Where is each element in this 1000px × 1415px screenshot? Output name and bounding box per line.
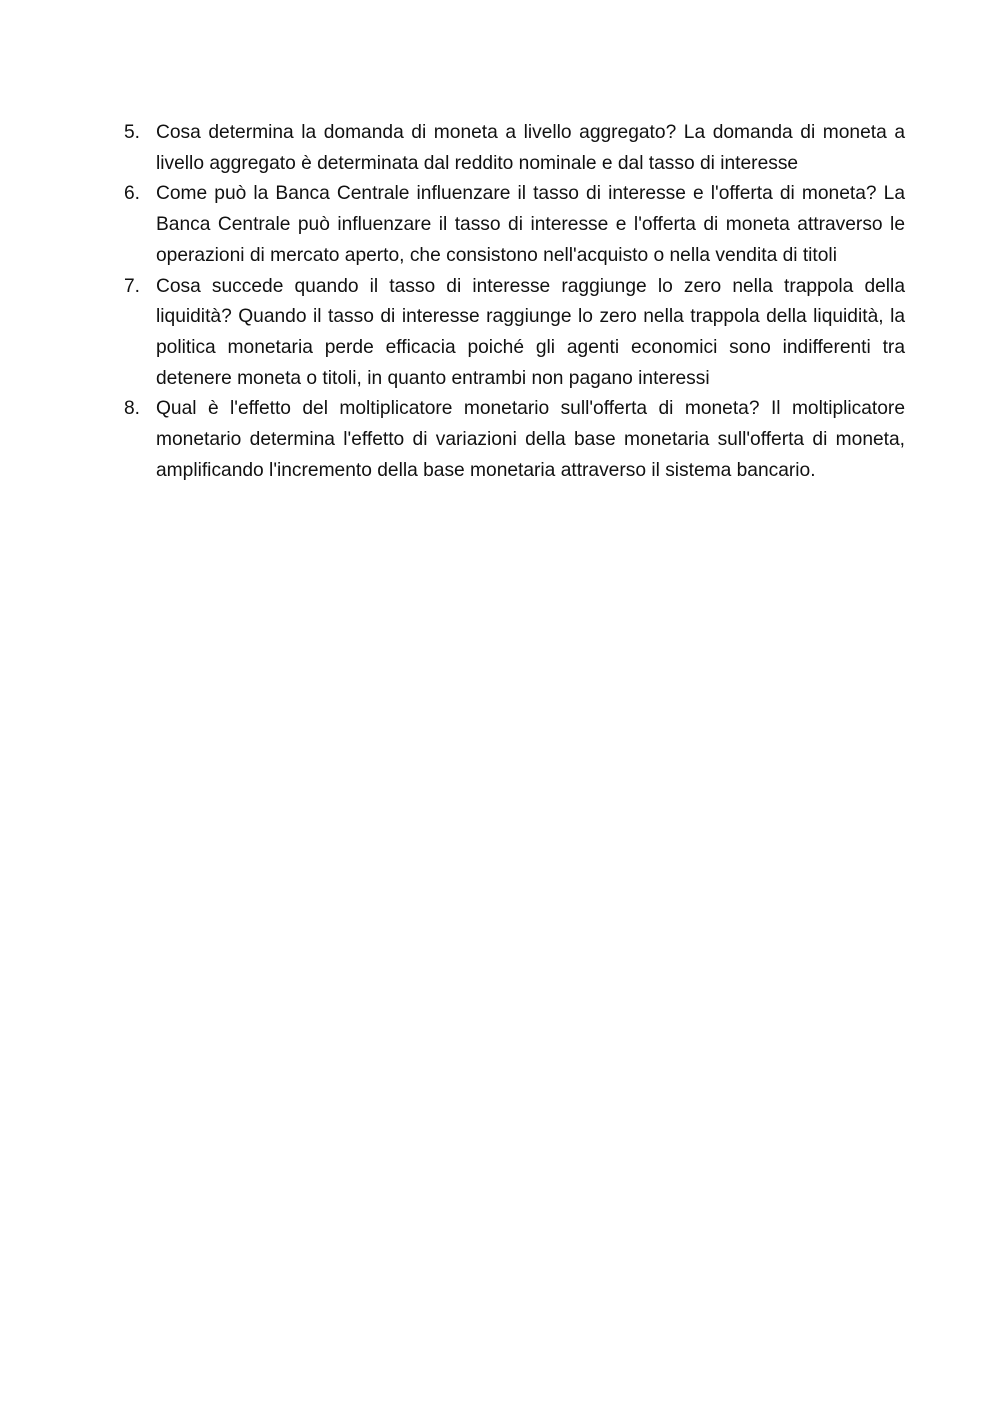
question-answer-list xyxy=(124,118,905,486)
item-text: Come può la Banca Centrale influenzare il tasso di interesse e l'offerta di moneta? La Banca Centrale può influenzare il tasso di interesse e l'offerta di moneta attraverso le operazioni di mercato aperto, che consistono nell'acquisto o nella vendita di titoli xyxy=(156,183,905,266)
item-text: Qual è l'effetto del moltiplicatore monetario sull'offerta di moneta? Il moltiplicatore monetario determina l'effetto di variazioni della base monetaria sull'offerta di moneta, amplificando l'incremento della base monetaria attraverso il sistema bancario. xyxy=(156,398,905,481)
list-item-5 xyxy=(124,118,905,179)
item-number: 8. xyxy=(124,398,141,420)
list-item-6 xyxy=(124,179,905,271)
item-number: 7. xyxy=(124,275,141,297)
item-number: 5. xyxy=(124,122,141,143)
item-number: 6. xyxy=(124,183,141,205)
list-item-8 xyxy=(124,394,905,486)
item-text: Cosa determina la domanda di moneta a livello aggregato? La domanda di moneta a livello aggregato è determinata dal reddito nominale e dal tasso di interesse xyxy=(156,122,905,174)
item-text: Cosa succede quando il tasso di interesse raggiunge lo zero nella trappola della liquidità? Quando il tasso di interesse raggiunge lo zero nella trappola della liquidità, la politica monetaria perde efficacia poiché gli agenti economici sono indifferenti tra detenere moneta o titoli, in quanto entrambi non pagano interessi xyxy=(156,275,905,389)
list-item-7 xyxy=(124,272,905,395)
